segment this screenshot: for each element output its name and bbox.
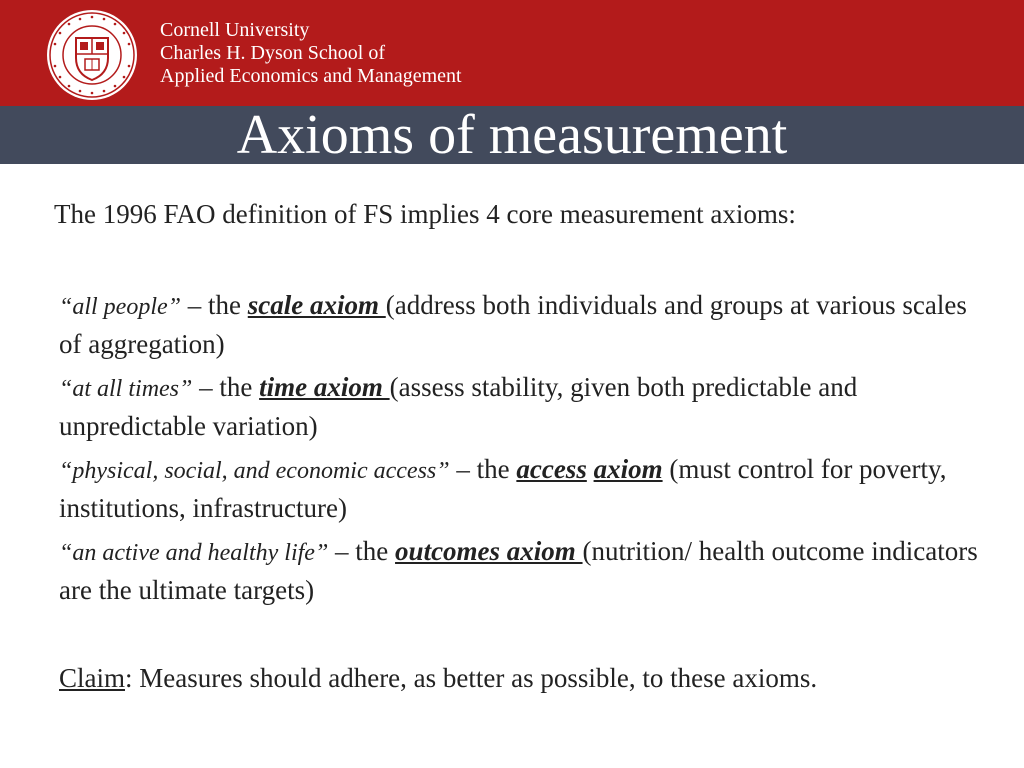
axiom-time bbox=[59, 369, 989, 445]
axiom-access bbox=[59, 451, 989, 527]
axiom-description: (nutrition/ health outcome indicators are the ultimate targets) bbox=[59, 536, 978, 605]
slide-title: Axioms of measurement bbox=[236, 104, 788, 166]
axiom-quote: “all people” bbox=[59, 294, 182, 320]
axiom-term: scale axiom bbox=[247, 290, 386, 320]
axiom-scale bbox=[59, 287, 989, 363]
axiom-term-access: access bbox=[516, 454, 587, 484]
axiom-description: (address both individuals and groups at various scales of aggregation) bbox=[59, 290, 967, 359]
institution-name bbox=[160, 19, 462, 88]
axiom-description: (assess stability, given both predictable and unpredictable variation) bbox=[59, 372, 858, 441]
intro-text: The 1996 FAO definition of FS implies 4 core measurement axioms: bbox=[54, 199, 796, 229]
org-line-school: Charles H. Dyson School of bbox=[160, 42, 385, 64]
claim-statement bbox=[59, 660, 817, 697]
axiom-outcomes bbox=[59, 533, 989, 609]
axiom-dash: – the bbox=[328, 536, 396, 566]
axiom-term: outcomes axiom bbox=[395, 536, 583, 566]
axiom-dash: – the bbox=[449, 454, 517, 484]
axiom-term: time axiom bbox=[259, 372, 390, 402]
axiom-quote: “at all times” bbox=[59, 376, 193, 402]
axiom-description: (must control for poverty, institutions, infrastructure) bbox=[59, 454, 947, 523]
university-header-banner bbox=[0, 0, 1024, 106]
claim-text: : Measures should adhere, as better as possible, to these axioms. bbox=[125, 663, 818, 693]
cornell-seal-logo bbox=[45, 8, 139, 102]
axiom-term-axiom: axiom bbox=[593, 454, 663, 484]
org-line-department: Applied Economics and Management bbox=[160, 65, 462, 87]
axiom-dash: – the bbox=[181, 290, 248, 320]
claim-label: Claim bbox=[59, 663, 125, 693]
axiom-quote: “physical, social, and economic access” bbox=[59, 458, 450, 484]
axiom-quote: “an active and healthy life” bbox=[59, 540, 329, 566]
axiom-dash: – the bbox=[192, 372, 260, 402]
org-line-university: Cornell University bbox=[160, 19, 310, 41]
